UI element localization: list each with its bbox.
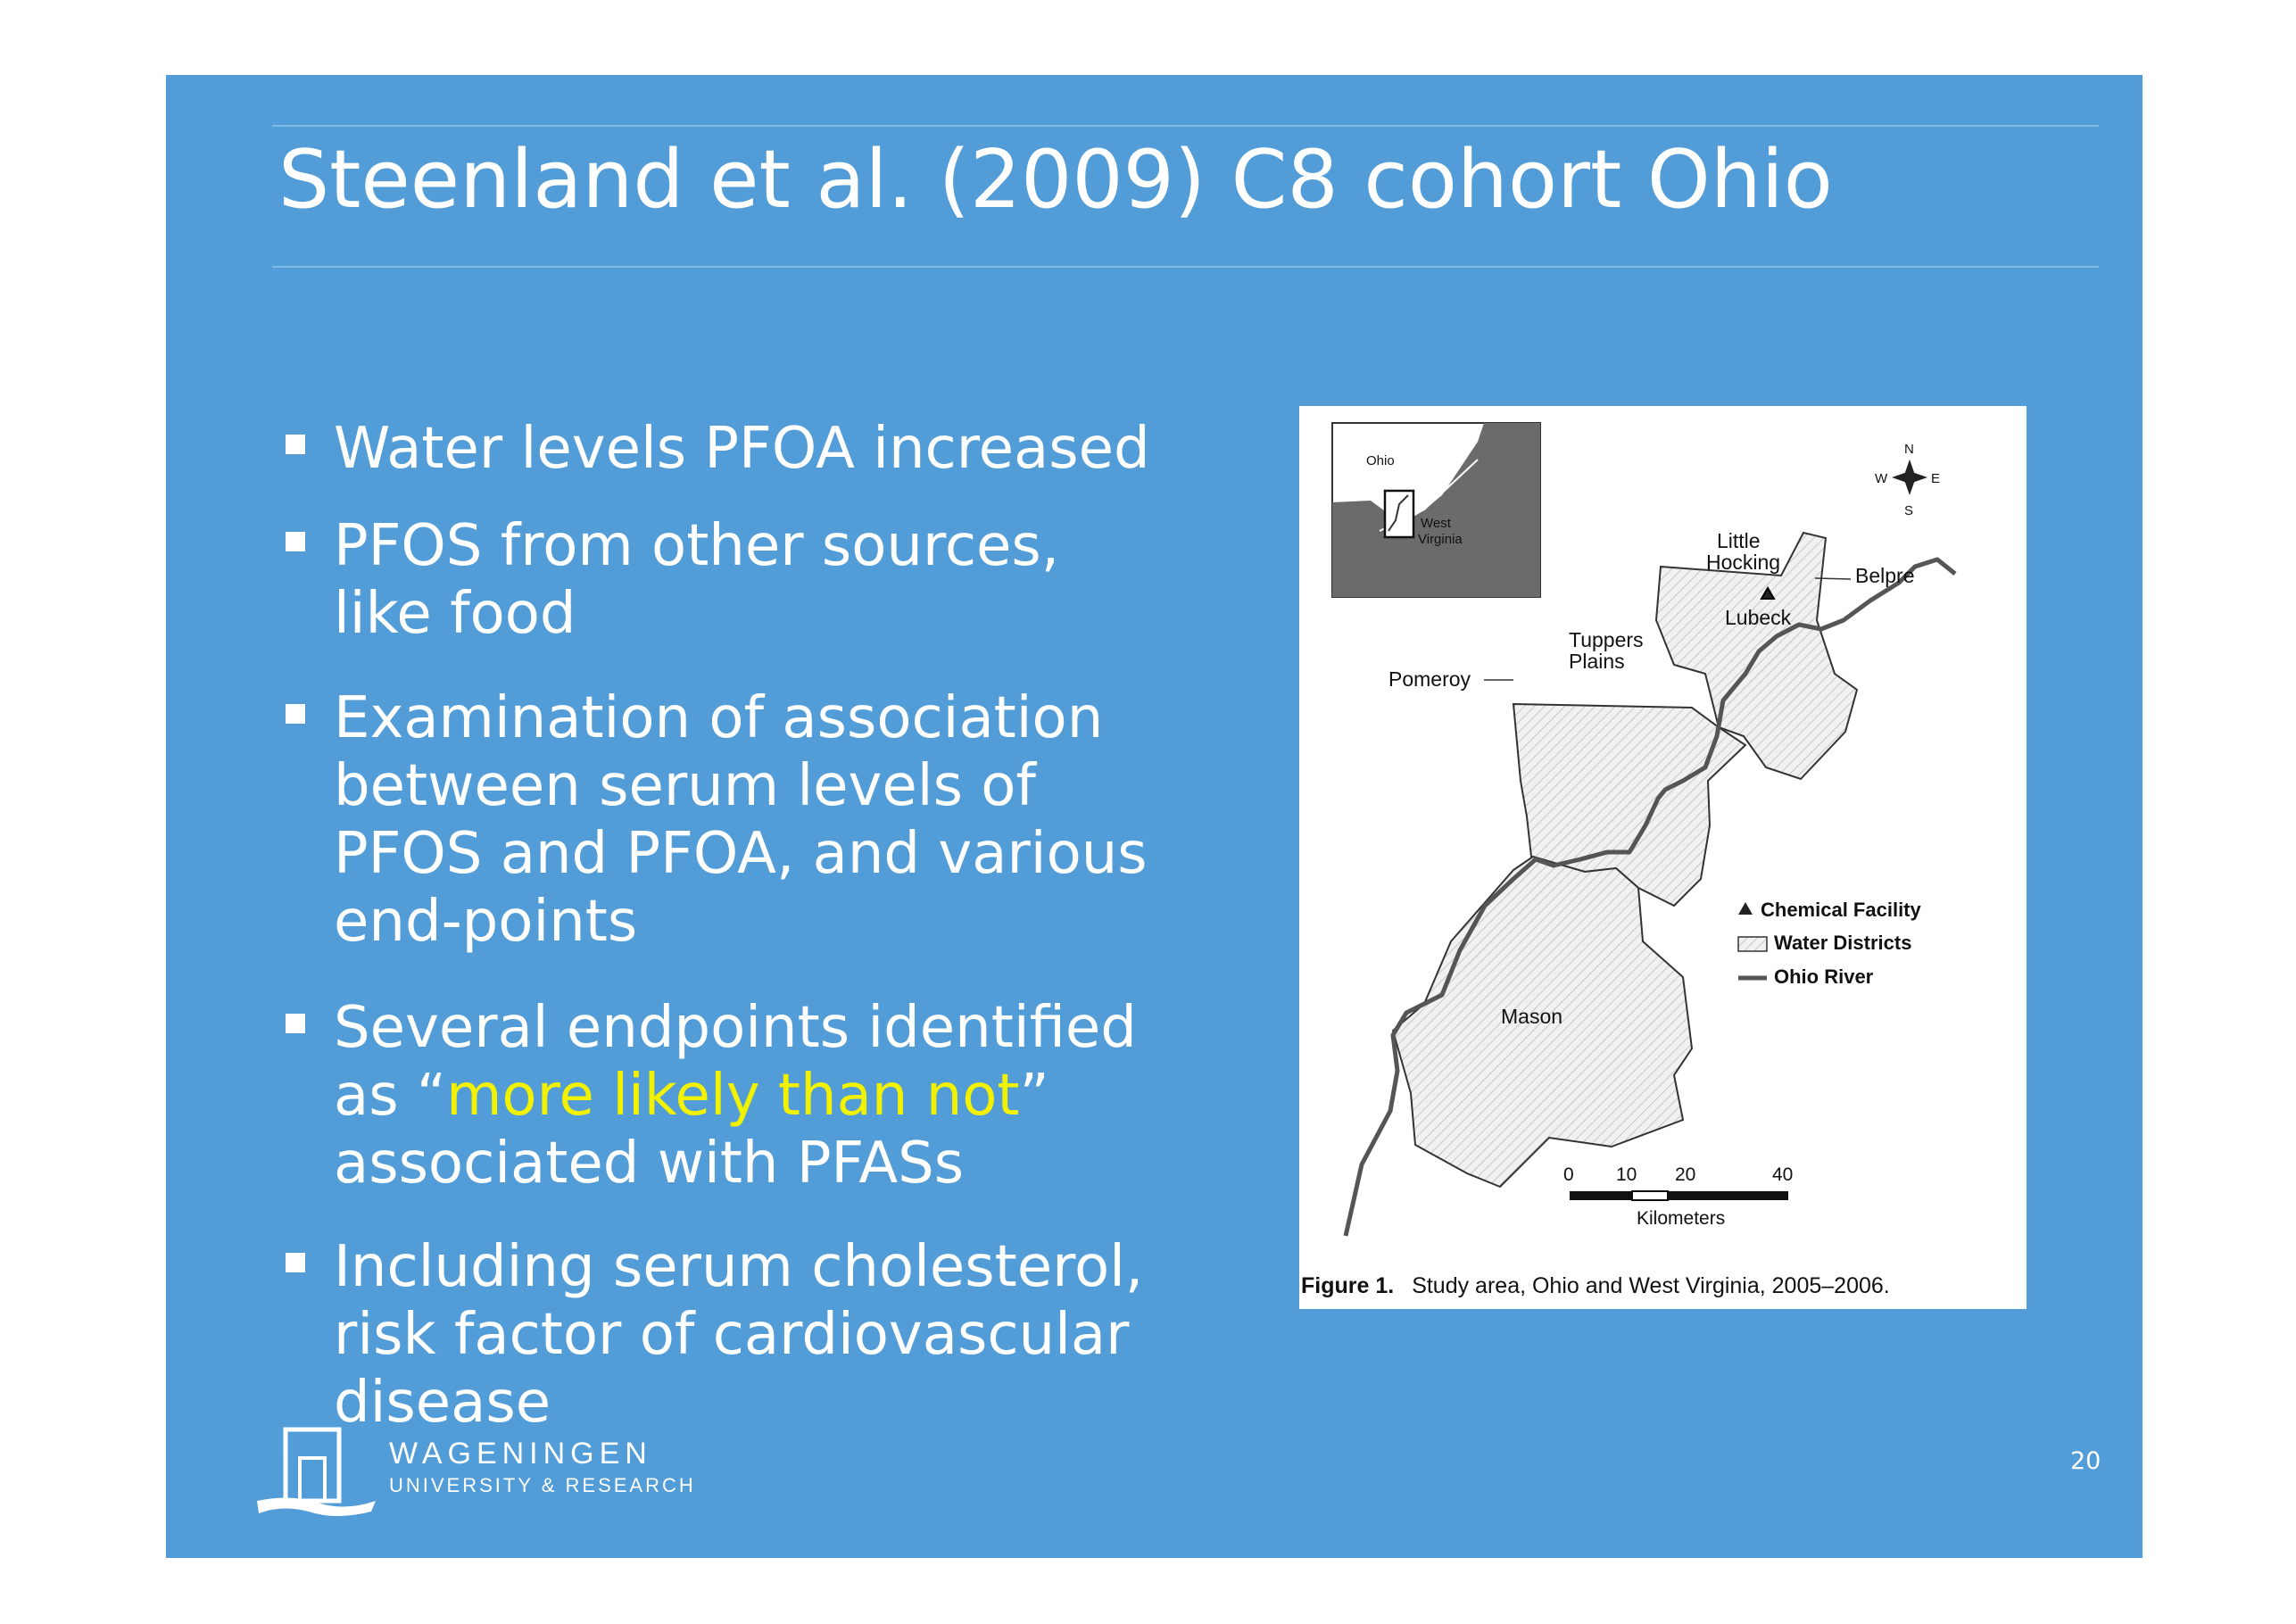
place-label: Plains (1569, 650, 1625, 673)
svg-text:Kilometers: Kilometers (1637, 1208, 1726, 1229)
place-label: Pomeroy (1388, 667, 1471, 691)
bullet-line: associated with PFASs (334, 1131, 965, 1197)
svg-text:Water Districts: Water Districts (1774, 932, 1912, 954)
svg-text:10: 10 (1616, 1164, 1637, 1185)
map-legend (1738, 899, 1922, 988)
brand-subtitle: UNIVERSITY & RESEARCH (389, 1474, 696, 1496)
study-area-map (1299, 406, 2027, 1272)
bullet-line: Several endpoints identified (334, 995, 1137, 1061)
slide-title: Steenland et al. (2009) C8 cohort Ohio (278, 133, 1833, 227)
title-bottom-rule (272, 266, 2099, 268)
svg-text:E: E (1931, 471, 1941, 486)
quote-close: ” (1019, 1063, 1049, 1129)
title-top-rule (272, 125, 2099, 127)
bullet-item (286, 415, 1150, 483)
hatched-box-icon (1738, 937, 1767, 951)
svg-text:N: N (1904, 442, 1914, 457)
place-label: Mason (1501, 1005, 1563, 1028)
brand-name: WAGENINGEN (389, 1437, 652, 1471)
page-number: 20 (2070, 1447, 2101, 1475)
svg-text:40: 40 (1772, 1164, 1794, 1185)
svg-text:W: W (1875, 471, 1888, 486)
bullet-line: Water levels PFOA increased (334, 416, 1150, 482)
place-label: Hocking (1706, 551, 1781, 574)
svg-text:Chemical Facility: Chemical Facility (1761, 899, 1921, 921)
figure-caption-label: Figure 1. (1301, 1273, 1395, 1298)
bullet-square-icon (286, 704, 305, 724)
svg-text:S: S (1904, 503, 1914, 518)
bullet-line: PFOS from other sources, (334, 513, 1060, 579)
bullet-line: like food (334, 581, 576, 647)
place-label: Tuppers (1569, 628, 1644, 651)
quote-open: as “ (334, 1063, 447, 1129)
highlighted-phrase: more likely than not (446, 1063, 1020, 1129)
bullet-item (286, 684, 1148, 956)
place-label: Belpre (1855, 564, 1915, 587)
inset-ohio-label: Ohio (1366, 453, 1395, 468)
triangle-icon (1738, 902, 1753, 915)
inset-west-virginia-label: West (1421, 516, 1451, 531)
bullet-item (286, 1233, 1143, 1437)
bullet-square-icon (286, 1253, 305, 1272)
place-label: Lubeck (1725, 606, 1792, 629)
place-label: Little (1717, 529, 1761, 552)
bullet-item (286, 512, 1059, 648)
bullet-square-icon (286, 435, 305, 454)
bullet-line (334, 1062, 1137, 1130)
bullet-item (286, 994, 1137, 1197)
slide (166, 75, 2143, 1558)
bullet-line: Including serum cholesterol, (334, 1234, 1144, 1300)
compass-rose-icon (1875, 442, 1940, 518)
bullet-line: end-points (334, 889, 638, 955)
bullet-line: Examination of association (334, 685, 1104, 751)
scale-bar (1563, 1164, 1793, 1229)
svg-text:20: 20 (1675, 1164, 1696, 1185)
study-area-figure (1299, 406, 2027, 1309)
inset-west-virginia-label: Virginia (1418, 532, 1463, 547)
svg-text:Ohio River: Ohio River (1774, 965, 1874, 988)
bullet-square-icon (286, 532, 305, 551)
inset-map (1332, 423, 1540, 597)
figure-caption-text: Study area, Ohio and West Virginia, 2005–2006. (1412, 1273, 1890, 1298)
bullet-line: PFOS and PFOA, and various (334, 821, 1148, 887)
figure-caption (1301, 1273, 1890, 1299)
bullet-line: between serum levels of (334, 753, 1036, 819)
bullet-square-icon (286, 1014, 305, 1033)
bullet-line: disease (334, 1370, 551, 1436)
bullet-line: risk factor of cardiovascular (334, 1302, 1130, 1368)
svg-text:0: 0 (1563, 1164, 1574, 1185)
